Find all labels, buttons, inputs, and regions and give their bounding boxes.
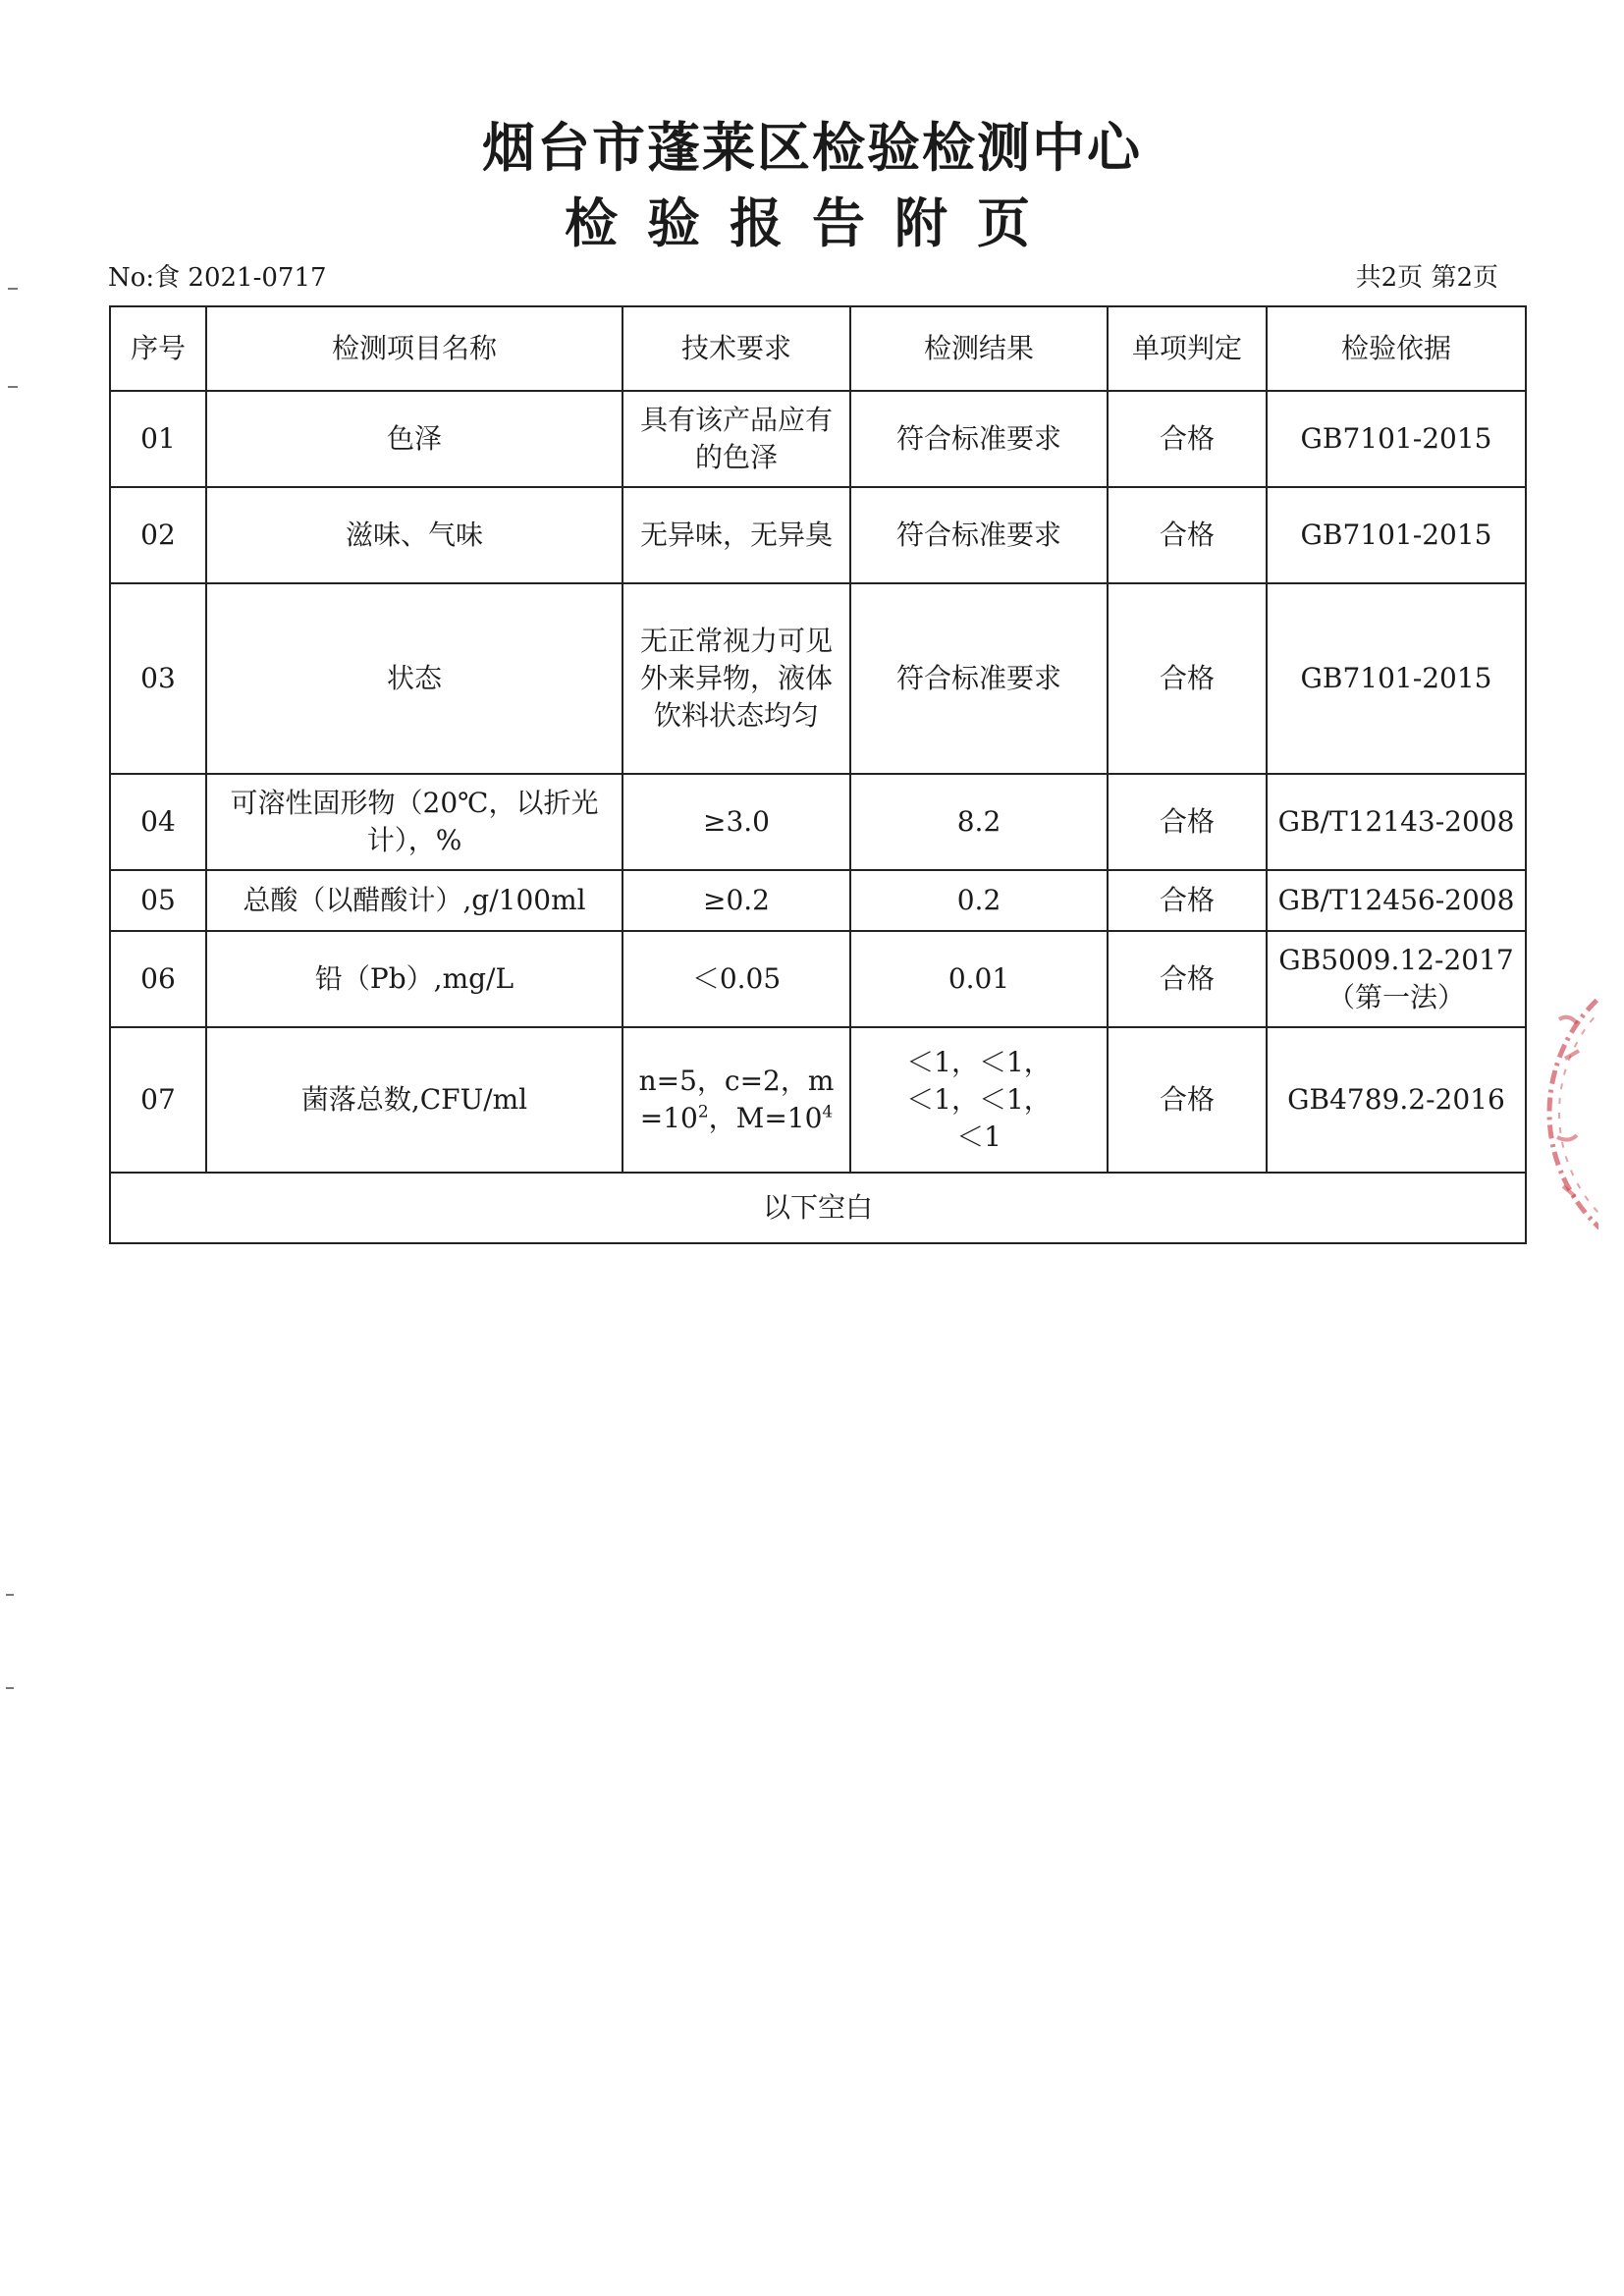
row-basis: GB/T12456-2008	[1267, 870, 1526, 931]
row-judgement: 合格	[1108, 1027, 1267, 1173]
row-requirement: ≥3.0	[623, 774, 850, 870]
req-M-prefix: ，M=10	[708, 1102, 823, 1134]
req-M-exponent: 4	[822, 1102, 834, 1122]
row-item: 滋味、气味	[206, 487, 623, 583]
table-row	[110, 583, 1526, 774]
row-basis: GB4789.2-2016	[1267, 1027, 1526, 1173]
row-no: 01	[110, 391, 206, 487]
row-result-line3: ＜1	[956, 1120, 1001, 1153]
report-org-title: 烟台市蓬莱区检验检测中心	[482, 117, 1142, 179]
row-result-line1: ＜1，＜1，	[906, 1046, 1052, 1079]
row-item: 色泽	[206, 391, 623, 487]
row-basis: GB7101-2015	[1267, 391, 1526, 487]
row-basis	[1267, 931, 1526, 1027]
row-result: 0.01	[850, 931, 1108, 1027]
table-row	[110, 391, 1526, 487]
official-seal-stamp	[1520, 951, 1598, 1275]
row-judgement: 合格	[1108, 774, 1267, 870]
row-requirement-line2	[629, 1100, 843, 1137]
row-item: 可溶性固形物（20℃，以折光计），%	[206, 774, 623, 870]
col-header-result: 检测结果	[850, 306, 1108, 391]
row-no: 03	[110, 583, 206, 774]
table-row	[110, 774, 1526, 870]
blank-remainder-note: 以下空白	[110, 1173, 1526, 1243]
row-basis-line2: （第一法）	[1326, 981, 1465, 1013]
row-judgement: 合格	[1108, 487, 1267, 583]
table-header-row	[110, 306, 1526, 391]
col-header-judgement: 单项判定	[1108, 306, 1267, 391]
row-requirement: 具有该产品应有的色泽	[623, 391, 850, 487]
row-basis: GB7101-2015	[1267, 583, 1526, 774]
row-result: 0.2	[850, 870, 1108, 931]
req-m-prefix: =10	[639, 1102, 698, 1134]
row-basis-line1: GB5009.12-2017	[1278, 944, 1514, 977]
row-item: 总酸（以醋酸计）,g/100ml	[206, 870, 623, 931]
scan-edge-mark	[6, 1687, 14, 1689]
row-result-line2: ＜1，＜1，	[906, 1083, 1052, 1117]
row-result: 符合标准要求	[850, 583, 1108, 774]
scan-edge-mark	[6, 1594, 14, 1596]
col-header-requirement: 技术要求	[623, 306, 850, 391]
document-number: No:食 2021-0717	[108, 263, 327, 293]
row-requirement: 无异味，无异臭	[623, 487, 850, 583]
row-requirement: ＜0.05	[623, 931, 850, 1027]
report-title: 检验报告附页	[565, 192, 1059, 254]
row-result	[850, 1027, 1108, 1173]
row-no: 07	[110, 1027, 206, 1173]
table-row	[110, 870, 1526, 931]
row-judgement: 合格	[1108, 931, 1267, 1027]
scan-edge-mark	[8, 386, 18, 388]
blank-remainder-row	[110, 1173, 1526, 1243]
row-requirement	[623, 1027, 850, 1173]
col-header-item: 检测项目名称	[206, 306, 623, 391]
row-result: 符合标准要求	[850, 391, 1108, 487]
row-basis: GB7101-2015	[1267, 487, 1526, 583]
row-result: 符合标准要求	[850, 487, 1108, 583]
row-no: 04	[110, 774, 206, 870]
page-indicator: 共2页 第2页	[1355, 263, 1498, 293]
inspection-results-table	[109, 305, 1527, 1244]
row-item: 铅（Pb）,mg/L	[206, 931, 623, 1027]
scan-edge-mark	[8, 288, 18, 290]
row-result: 8.2	[850, 774, 1108, 870]
row-no: 05	[110, 870, 206, 931]
req-m-exponent: 2	[697, 1102, 709, 1122]
row-judgement: 合格	[1108, 391, 1267, 487]
table-row	[110, 487, 1526, 583]
col-header-no: 序号	[110, 306, 206, 391]
row-judgement: 合格	[1108, 583, 1267, 774]
row-item: 菌落总数,CFU/ml	[206, 1027, 623, 1173]
row-no: 06	[110, 931, 206, 1027]
row-no: 02	[110, 487, 206, 583]
row-requirement-line1: n=5，c=2，m	[638, 1065, 835, 1098]
table-row	[110, 931, 1526, 1027]
row-item: 状态	[206, 583, 623, 774]
row-requirement: ≥0.2	[623, 870, 850, 931]
col-header-basis: 检验依据	[1267, 306, 1526, 391]
row-requirement: 无正常视力可见外来异物，液体饮料状态均匀	[623, 583, 850, 774]
row-basis: GB/T12143-2008	[1267, 774, 1526, 870]
row-judgement: 合格	[1108, 870, 1267, 931]
table-row	[110, 1027, 1526, 1173]
